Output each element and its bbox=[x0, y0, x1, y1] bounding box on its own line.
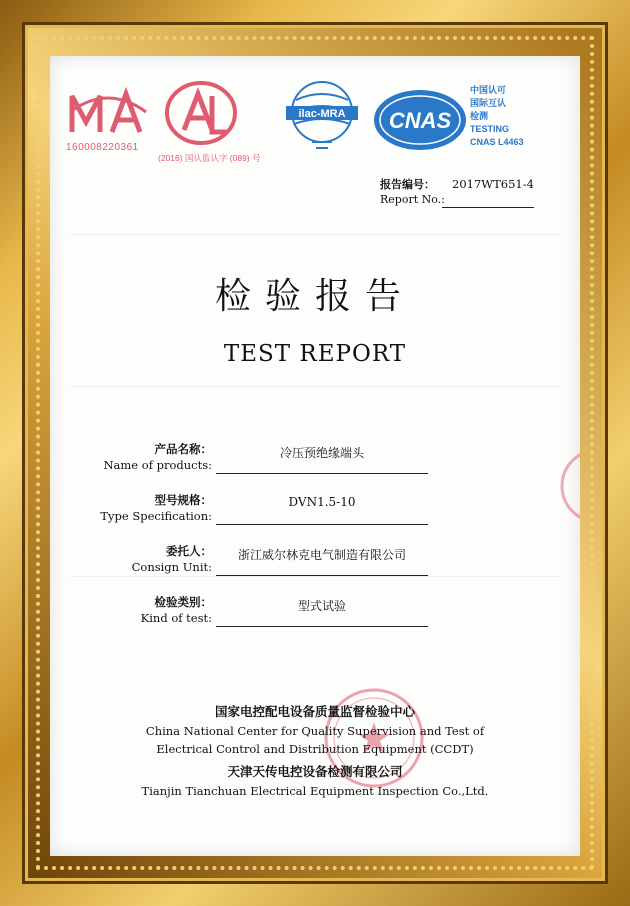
ghost-line bbox=[70, 576, 560, 577]
side-seal bbox=[558, 446, 580, 526]
svg-text:ilac-MRA: ilac-MRA bbox=[298, 108, 346, 120]
certificate-paper bbox=[50, 56, 580, 856]
cnas-text-block bbox=[470, 84, 524, 149]
field-label-en: Consign Unit: bbox=[131, 560, 212, 574]
report-number-label-en: Report No.: bbox=[380, 193, 445, 206]
institution-name-cn: 国家电控配电设备质量监督检验中心 bbox=[214, 704, 415, 719]
cal-number: (2016) 国认监认字 (089) 号 bbox=[158, 153, 261, 163]
report-number-label-cn: 报告编号： bbox=[380, 178, 435, 191]
cnas-line: CNAS L4463 bbox=[470, 137, 524, 147]
institution-name-en-line2: Electrical Control and Distribution Equipment (CCDT) bbox=[156, 742, 474, 756]
field-underline bbox=[216, 524, 428, 525]
field-underline bbox=[216, 626, 428, 627]
cnas-line: TESTING bbox=[470, 124, 510, 134]
cma-logo bbox=[68, 82, 148, 142]
cma-number: 160008220361 bbox=[66, 142, 139, 153]
ilac-mra-logo bbox=[282, 78, 362, 154]
title-en: TEST REPORT bbox=[223, 341, 407, 367]
field-label-en: Type Specification: bbox=[100, 509, 212, 523]
field-underline bbox=[216, 473, 428, 474]
field-label-en: Kind of test: bbox=[140, 611, 212, 625]
ghost-line bbox=[70, 234, 560, 235]
company-name-en: Tianjin Tianchuan Electrical Equipment Inspection Co.,Ltd. bbox=[141, 784, 489, 798]
field-label-en: Name of products: bbox=[103, 458, 212, 472]
cal-logo bbox=[162, 78, 240, 148]
cnas-line: 中国认可 bbox=[470, 85, 507, 95]
svg-text:CNAS: CNAS bbox=[388, 108, 452, 133]
cnas-logo bbox=[372, 88, 468, 152]
field-value: DVN1.5-10 bbox=[288, 495, 356, 509]
report-number: 2017WT651-4 bbox=[452, 177, 534, 191]
field-underline bbox=[216, 575, 428, 576]
cnas-line: 国际互认 bbox=[470, 98, 507, 108]
institution-name-en-line1: China National Center for Quality Supervision and Test of bbox=[145, 724, 485, 738]
report-number-underline bbox=[442, 207, 534, 208]
field-value: 浙江威尔林克电气制造有限公司 bbox=[237, 548, 406, 562]
title-cn: 检验报告 bbox=[214, 276, 415, 317]
cnas-line: 检测 bbox=[470, 111, 489, 121]
field-value: 型式试验 bbox=[297, 599, 346, 613]
company-name-cn: 天津天传电控设备检测有限公司 bbox=[227, 764, 403, 779]
field-label-cn: 检验类别： bbox=[154, 595, 212, 609]
field-label-cn: 产品名称： bbox=[154, 442, 212, 456]
field-label-cn: 型号规格： bbox=[154, 493, 212, 507]
field-value: 冷压预绝缘端头 bbox=[279, 446, 364, 460]
field-label-cn: 委托人： bbox=[166, 544, 212, 558]
ghost-line bbox=[70, 386, 560, 387]
